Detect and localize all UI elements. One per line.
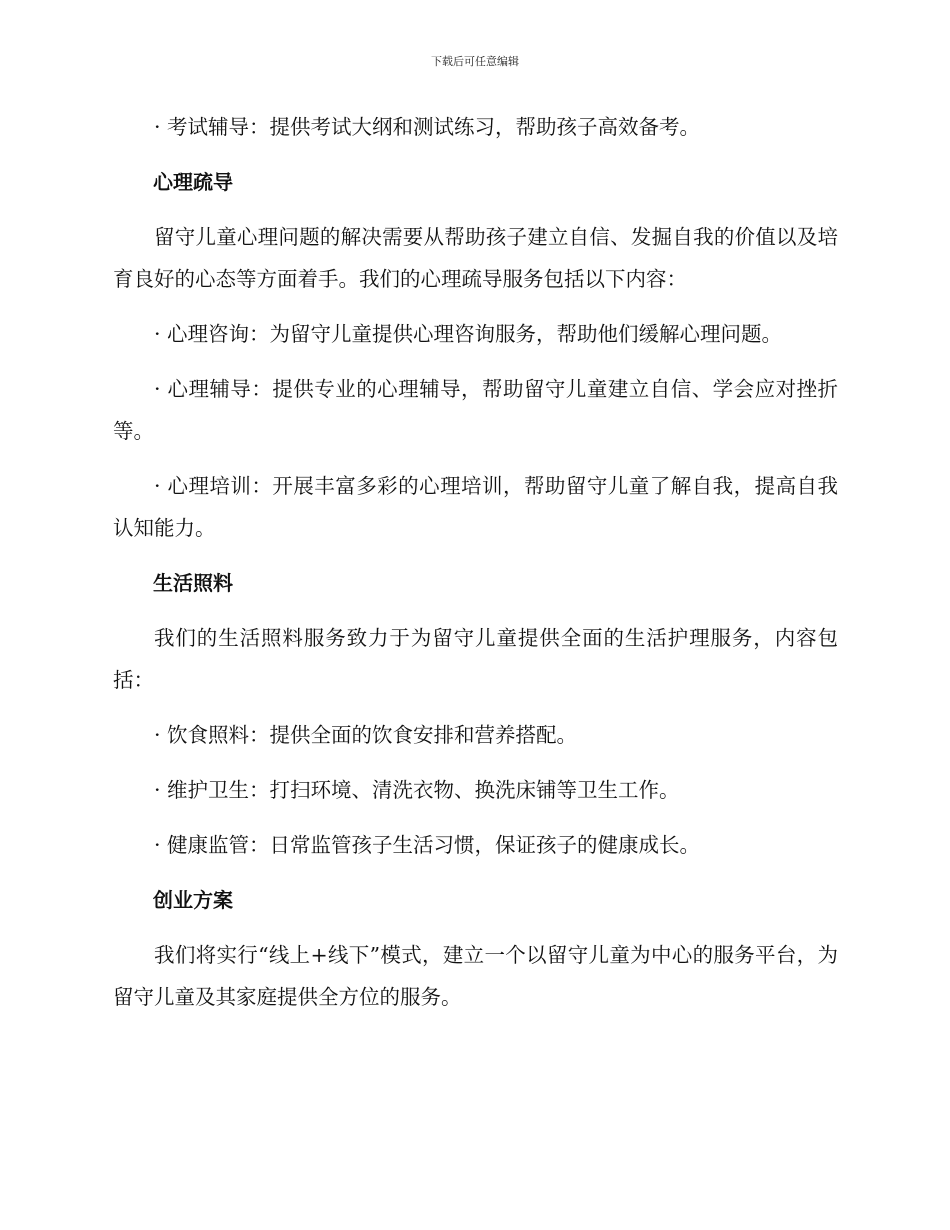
life-care-intro-paragraph: 我们的生活照料服务致力于为留守儿童提供全面的生活护理服务，内容包括： (113, 626, 838, 692)
bullet-diet-care: · 饮食照料：提供全面的饮食安排和营养搭配。 (154, 723, 578, 747)
psych-intro-paragraph: 留守儿童心理问题的解决需要从帮助孩子建立自信、发掘自我的价值以及培育良好的心态等方面着手。我们的心理疏导服务包括以下内容： (113, 225, 838, 291)
bullet-hygiene: · 维护卫生：打扫环境、清洗衣物、换洗床铺等卫生工作。 (154, 778, 680, 802)
heading-life-care: 生活照料 (153, 571, 233, 595)
page-header-note: 下载后可任意编辑 (431, 55, 519, 68)
bullet-psych-consulting: · 心理咨询：为留守儿童提供心理咨询服务，帮助他们缓解心理问题。 (154, 322, 783, 346)
document-body (113, 106, 838, 1031)
business-plan-paragraph: 我们将实行“线上+线下”模式，建立一个以留守儿童为中心的服务平台，为留守儿童及其家庭提供全方位的服务。 (113, 943, 838, 1009)
bullet-psych-training: · 心理培训：开展丰富多彩的心理培训，帮助留守儿童了解自我，提高自我认知能力。 (113, 474, 838, 540)
heading-psychological-counseling: 心理疏导 (153, 170, 233, 194)
bullet-health-monitoring: · 健康监管：日常监管孩子生活习惯，保证孩子的健康成长。 (154, 833, 701, 857)
bullet-psych-tutoring: · 心理辅导：提供专业的心理辅导，帮助留守儿童建立自信、学会应对挫折等。 (113, 377, 838, 443)
bullet-exam-tutoring: · 考试辅导：提供考试大纲和测试练习，帮助孩子高效备考。 (154, 115, 701, 139)
heading-business-plan: 创业方案 (153, 888, 233, 912)
